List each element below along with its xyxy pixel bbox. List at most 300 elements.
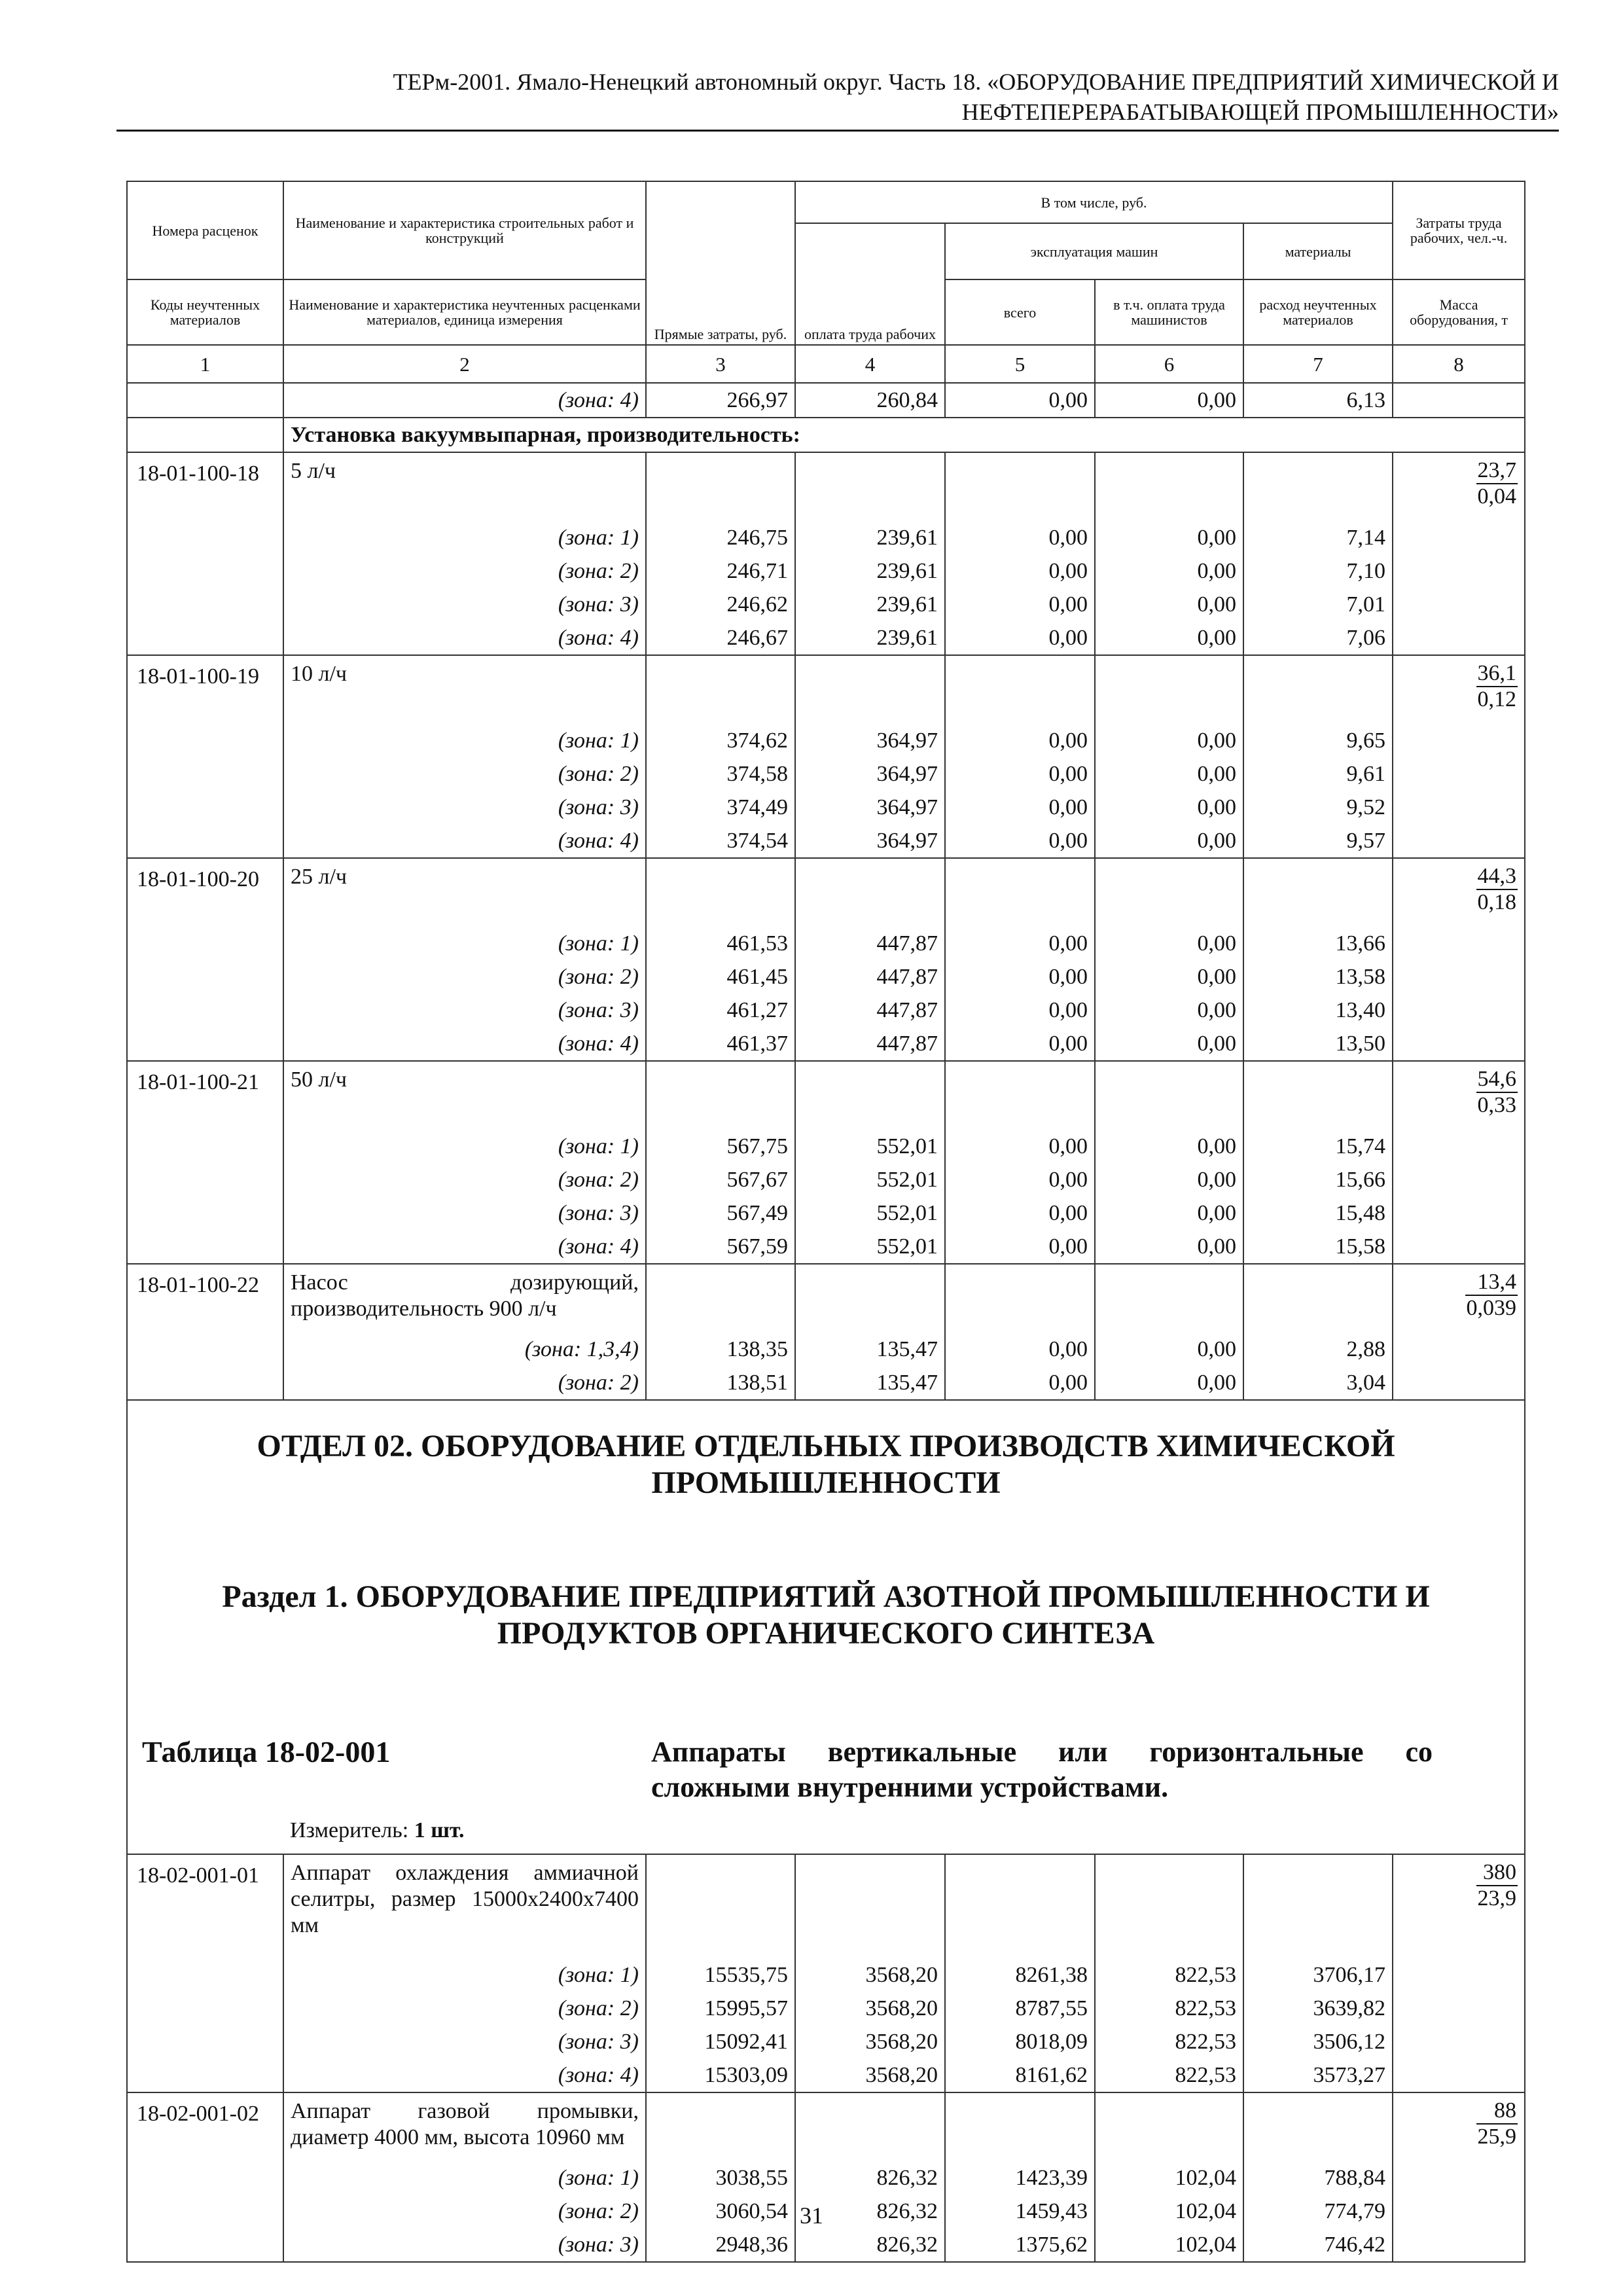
worker-pay-value: 447,87 (795, 927, 945, 960)
worker-pay-value: 239,61 (795, 521, 945, 554)
materials-value: 15,48 (1243, 1196, 1393, 1230)
zone-label: (зона: 4) (283, 2058, 646, 2092)
zone-row (127, 994, 1525, 1027)
machine-total-value: 0,00 (945, 1130, 1095, 1163)
worker-pay-value: 239,61 (795, 554, 945, 588)
direct-costs-value: 138,35 (646, 1333, 795, 1366)
labor-hours-value: 36,1 (1476, 661, 1518, 687)
direct-costs-value: 266,97 (646, 383, 795, 418)
running-header-line1: ТЕРм-2001. Ямало-Ненецкий автономный округ. Часть 18. «ОБОРУДОВАНИЕ ПРЕДПРИЯТИЙ ХИМИЧЕСКОЙ И (393, 69, 1559, 95)
code-cell (127, 383, 283, 418)
empty-cell (945, 1061, 1095, 1130)
worker-pay-value: 135,47 (795, 1366, 945, 1400)
zone-row (127, 1333, 1525, 1366)
machinist-pay-value: 102,04 (1095, 2195, 1243, 2228)
empty-cell (945, 858, 1095, 927)
zone-label: (зона: 3) (283, 2025, 646, 2058)
empty-cell (795, 452, 945, 521)
zone-row (127, 1366, 1525, 1400)
labor-mass-cell (1393, 383, 1525, 418)
labor-mass-fraction (1393, 452, 1525, 655)
th-equipment-mass: Масса оборудования, т (1393, 279, 1525, 345)
zone-row (127, 1196, 1525, 1230)
machinist-pay-value: 822,53 (1095, 2058, 1243, 2092)
worker-pay-value: 239,61 (795, 588, 945, 621)
zone-label: (зона: 1) (283, 927, 646, 960)
empty-cell (795, 1264, 945, 1333)
worker-pay-value: 364,97 (795, 824, 945, 858)
worker-pay-value: 552,01 (795, 1230, 945, 1264)
direct-costs-value: 567,49 (646, 1196, 795, 1230)
empty-cell (1243, 2092, 1393, 2161)
zone-label: (зона: 4) (283, 1027, 646, 1061)
machinist-pay-value: 0,00 (1095, 960, 1243, 994)
rate-name: Насос дозирующий, производительность 900 л/ч (283, 1264, 646, 1333)
direct-costs-value: 461,27 (646, 994, 795, 1027)
labor-mass-fraction (1393, 1061, 1525, 1264)
machinist-pay-value: 0,00 (1095, 621, 1243, 655)
table-number: Таблица 18-02-001 (142, 1735, 391, 1768)
materials-value: 3,04 (1243, 1366, 1393, 1400)
worker-pay-value: 3568,20 (795, 1992, 945, 2025)
materials-value: 7,14 (1243, 521, 1393, 554)
machine-total-value: 0,00 (945, 824, 1095, 858)
column-number: 7 (1243, 345, 1393, 383)
worker-pay-value: 552,01 (795, 1163, 945, 1196)
zone-label: (зона: 4) (283, 824, 646, 858)
zone-row (127, 1958, 1525, 1992)
materials-value: 15,74 (1243, 1130, 1393, 1163)
column-number: 4 (795, 345, 945, 383)
materials-value: 7,06 (1243, 621, 1393, 655)
rate-item-row (127, 1061, 1525, 1130)
machine-total-value: 0,00 (945, 1196, 1095, 1230)
rate-item-row (127, 2092, 1525, 2161)
direct-costs-value: 374,49 (646, 791, 795, 824)
labor-mass-fraction (1393, 1854, 1525, 2092)
materials-value: 3639,82 (1243, 1992, 1393, 2025)
zone-label: (зона: 4) (283, 621, 646, 655)
zone-row (127, 2228, 1525, 2262)
group-title: Установка вакуумвыпарная, производительность: (283, 418, 1525, 452)
th-materials: материалы (1243, 223, 1393, 279)
worker-pay-value: 3568,20 (795, 1958, 945, 1992)
zone-label: (зона: 3) (283, 2228, 646, 2262)
rate-item-row (127, 655, 1525, 724)
rate-code: 18-01-100-18 (127, 452, 283, 655)
empty-cell (1243, 1854, 1393, 1958)
table-caption-block (128, 1729, 1524, 1854)
worker-pay-value: 447,87 (795, 1027, 945, 1061)
worker-pay-value: 364,97 (795, 757, 945, 791)
empty-cell (1243, 452, 1393, 521)
empty-cell (795, 1854, 945, 1958)
zone-row (127, 927, 1525, 960)
empty-cell (1095, 858, 1243, 927)
rate-name: 5 л/ч (283, 452, 646, 521)
th-unaccounted-names: Наименование и характеристика неучтенных расценками материалов, единица измерения (283, 279, 646, 345)
machinist-pay-value: 0,00 (1095, 1333, 1243, 1366)
machine-total-value: 0,00 (945, 383, 1095, 418)
section-row (127, 1400, 1525, 1854)
materials-value: 9,65 (1243, 724, 1393, 757)
running-header-line2: НЕФТЕПЕРЕРАБАТЫВАЮЩЕЙ ПРОМЫШЛЕННОСТИ» (961, 99, 1559, 125)
machine-total-value: 0,00 (945, 994, 1095, 1027)
zone-row (127, 521, 1525, 554)
direct-costs-value: 246,67 (646, 621, 795, 655)
materials-value: 15,66 (1243, 1163, 1393, 1196)
empty-cell (1095, 452, 1243, 521)
empty-cell (795, 1061, 945, 1130)
zone-row (127, 1163, 1525, 1196)
zone-row (127, 1992, 1525, 2025)
zone-label: (зона: 3) (283, 588, 646, 621)
machinist-pay-value: 822,53 (1095, 1992, 1243, 2025)
empty-cell (1243, 1264, 1393, 1333)
column-number: 3 (646, 345, 795, 383)
equipment-mass-value: 0,039 (1466, 1296, 1517, 1320)
group-title-row (127, 418, 1525, 452)
zone-row (127, 1027, 1525, 1061)
empty-cell (646, 1264, 795, 1333)
materials-value: 7,01 (1243, 588, 1393, 621)
unit-label: Измеритель: (290, 1818, 409, 1842)
machine-total-value: 0,00 (945, 724, 1095, 757)
code-cell (127, 418, 283, 452)
labor-over-mass (1476, 864, 1518, 915)
th-total: всего (945, 279, 1095, 345)
worker-pay-value: 552,01 (795, 1196, 945, 1230)
empty-cell (945, 655, 1095, 724)
zone-row (127, 554, 1525, 588)
labor-over-mass (1465, 1270, 1518, 1321)
zone-row (127, 2025, 1525, 2058)
machine-total-value: 8018,09 (945, 2025, 1095, 2058)
th-unaccounted-codes: Коды неучтенных материалов (127, 279, 283, 345)
zone-row (127, 2058, 1525, 2092)
zone-label: (зона: 3) (283, 994, 646, 1027)
machinist-pay-value: 0,00 (1095, 521, 1243, 554)
th-worker-pay: оплата труда рабочих (795, 223, 945, 345)
worker-pay-value: 3568,20 (795, 2025, 945, 2058)
column-number: 8 (1393, 345, 1525, 383)
direct-costs-value: 461,45 (646, 960, 795, 994)
column-number: 5 (945, 345, 1095, 383)
empty-cell (795, 655, 945, 724)
zone-row (127, 2161, 1525, 2195)
header-rule (116, 130, 1559, 132)
th-labor-costs: Затраты труда рабочих, чел.-ч. (1393, 181, 1525, 279)
zone-label: (зона: 2) (283, 757, 646, 791)
direct-costs-value: 567,59 (646, 1230, 795, 1264)
materials-value: 746,42 (1243, 2228, 1393, 2262)
machine-total-value: 8787,55 (945, 1992, 1095, 2025)
zone-label: (зона: 4) (283, 383, 646, 418)
zone-row (127, 588, 1525, 621)
machinist-pay-value: 822,53 (1095, 1958, 1243, 1992)
equipment-mass-value: 0,04 (1477, 484, 1517, 509)
materials-value: 7,10 (1243, 554, 1393, 588)
rate-item-row (127, 1264, 1525, 1333)
labor-over-mass (1476, 2098, 1518, 2149)
machine-total-value: 0,00 (945, 1163, 1095, 1196)
zone-row (127, 1130, 1525, 1163)
empty-cell (1095, 1264, 1243, 1333)
materials-value: 6,13 (1243, 383, 1393, 418)
direct-costs-value: 15995,57 (646, 1992, 795, 2025)
empty-cell (1243, 1061, 1393, 1130)
direct-costs-value: 246,62 (646, 588, 795, 621)
carry-over-row (127, 383, 1525, 418)
direct-costs-value: 15303,09 (646, 2058, 795, 2092)
labor-mass-fraction (1393, 655, 1525, 858)
zone-label: (зона: 1) (283, 1958, 646, 1992)
worker-pay-value: 826,32 (795, 2228, 945, 2262)
zone-label: (зона: 2) (283, 2195, 646, 2228)
machine-total-value: 0,00 (945, 757, 1095, 791)
machine-total-value: 0,00 (945, 927, 1095, 960)
equipment-mass-value: 25,9 (1477, 2125, 1517, 2149)
materials-value: 13,58 (1243, 960, 1393, 994)
materials-value: 3706,17 (1243, 1958, 1393, 1992)
direct-costs-value: 246,75 (646, 521, 795, 554)
zone-label: (зона: 2) (283, 554, 646, 588)
machine-total-value: 0,00 (945, 588, 1095, 621)
machine-total-value: 0,00 (945, 1366, 1095, 1400)
zone-label: (зона: 2) (283, 1163, 646, 1196)
direct-costs-value: 2948,36 (646, 2228, 795, 2262)
worker-pay-value: 260,84 (795, 383, 945, 418)
materials-value: 774,79 (1243, 2195, 1393, 2228)
empty-cell (1095, 2092, 1243, 2161)
labor-hours-value: 88 (1476, 2098, 1518, 2125)
materials-value: 788,84 (1243, 2161, 1393, 2195)
machine-total-value: 0,00 (945, 621, 1095, 655)
machinist-pay-value: 0,00 (1095, 824, 1243, 858)
labor-over-mass (1476, 1860, 1518, 1911)
rate-item-row (127, 858, 1525, 927)
unit-value: 1 шт. (414, 1818, 465, 1842)
worker-pay-value: 364,97 (795, 724, 945, 757)
materials-value: 13,50 (1243, 1027, 1393, 1061)
machine-total-value: 0,00 (945, 791, 1095, 824)
zone-label: (зона: 4) (283, 1230, 646, 1264)
th-name-characteristics: Наименование и характеристика строительных работ и конструкций (283, 181, 646, 279)
zone-label: (зона: 1) (283, 1130, 646, 1163)
machinist-pay-value: 102,04 (1095, 2228, 1243, 2262)
th-machine-operation: эксплуатация машин (945, 223, 1243, 279)
equipment-mass-value: 0,12 (1477, 687, 1517, 711)
zone-row (127, 724, 1525, 757)
materials-value: 3573,27 (1243, 2058, 1393, 2092)
empty-cell (646, 2092, 795, 2161)
rate-code: 18-01-100-19 (127, 655, 283, 858)
worker-pay-value: 826,32 (795, 2195, 945, 2228)
machine-total-value: 1375,62 (945, 2228, 1095, 2262)
worker-pay-value: 135,47 (795, 1333, 945, 1366)
zone-label: (зона: 1) (283, 724, 646, 757)
worker-pay-value: 447,87 (795, 960, 945, 994)
empty-cell (1243, 655, 1393, 724)
zone-label: (зона: 3) (283, 791, 646, 824)
labor-hours-value: 54,6 (1476, 1067, 1518, 1093)
empty-cell (795, 858, 945, 927)
department-title: ОТДЕЛ 02. ОБОРУДОВАНИЕ ОТДЕЛЬНЫХ ПРОИЗВОДСТВ ХИМИЧЕСКОЙ ПРОМЫШЛЕННОСТИ (257, 1429, 1395, 1500)
direct-costs-value: 246,71 (646, 554, 795, 588)
direct-costs-value: 138,51 (646, 1366, 795, 1400)
section-cell (127, 1400, 1525, 1854)
machine-total-value: 0,00 (945, 554, 1095, 588)
rates-table (126, 181, 1525, 2263)
worker-pay-value: 239,61 (795, 621, 945, 655)
equipment-mass-value: 0,33 (1477, 1093, 1517, 1117)
machine-total-value: 0,00 (945, 1230, 1095, 1264)
machinist-pay-value: 0,00 (1095, 1163, 1243, 1196)
running-header (116, 67, 1559, 127)
rate-name: 25 л/ч (283, 858, 646, 927)
machinist-pay-value: 0,00 (1095, 1366, 1243, 1400)
rate-code: 18-02-001-01 (127, 1854, 283, 2092)
empty-cell (945, 1854, 1095, 1958)
empty-cell (646, 655, 795, 724)
column-numbers-row (127, 345, 1525, 383)
machinist-pay-value: 0,00 (1095, 383, 1243, 418)
machinist-pay-value: 0,00 (1095, 994, 1243, 1027)
empty-cell (1095, 1061, 1243, 1130)
empty-cell (646, 858, 795, 927)
labor-hours-value: 44,3 (1476, 864, 1518, 890)
zone-label: (зона: 2) (283, 960, 646, 994)
zone-row (127, 757, 1525, 791)
th-rate-numbers: Номера расценок (127, 181, 283, 279)
th-direct-costs: Прямые затраты, руб. (646, 181, 795, 345)
th-incl-machinist-pay: в т.ч. оплата труда машинистов (1095, 279, 1243, 345)
machine-total-value: 0,00 (945, 521, 1095, 554)
empty-cell (646, 1061, 795, 1130)
labor-over-mass (1476, 458, 1518, 509)
equipment-mass-value: 23,9 (1477, 1886, 1517, 1910)
zone-row (127, 824, 1525, 858)
empty-cell (945, 1264, 1095, 1333)
zone-label: (зона: 2) (283, 1366, 646, 1400)
machine-total-value: 1459,43 (945, 2195, 1095, 2228)
rate-item-row (127, 452, 1525, 521)
labor-mass-fraction (1393, 1264, 1525, 1400)
worker-pay-value: 447,87 (795, 994, 945, 1027)
machinist-pay-value: 0,00 (1095, 724, 1243, 757)
page-number: 31 (800, 2202, 823, 2229)
labor-over-mass (1476, 1067, 1518, 1118)
machinist-pay-value: 0,00 (1095, 554, 1243, 588)
zone-row (127, 791, 1525, 824)
materials-value: 15,58 (1243, 1230, 1393, 1264)
rate-code: 18-01-100-22 (127, 1264, 283, 1400)
zone-label: (зона: 1) (283, 521, 646, 554)
empty-cell (1095, 655, 1243, 724)
machine-total-value: 0,00 (945, 960, 1095, 994)
labor-hours-value: 23,7 (1476, 458, 1518, 484)
th-unaccounted-consumption: расход неучтенных материалов (1243, 279, 1393, 345)
machine-total-value: 0,00 (945, 1027, 1095, 1061)
machine-total-value: 8261,38 (945, 1958, 1095, 1992)
machinist-pay-value: 0,00 (1095, 791, 1243, 824)
zone-row (127, 1230, 1525, 1264)
direct-costs-value: 374,62 (646, 724, 795, 757)
column-number: 2 (283, 345, 646, 383)
direct-costs-value: 374,54 (646, 824, 795, 858)
machine-total-value: 0,00 (945, 1333, 1095, 1366)
rate-name: 10 л/ч (283, 655, 646, 724)
empty-cell (646, 1854, 795, 1958)
machinist-pay-value: 0,00 (1095, 588, 1243, 621)
direct-costs-value: 567,67 (646, 1163, 795, 1196)
materials-value: 9,61 (1243, 757, 1393, 791)
labor-hours-value: 13,4 (1465, 1270, 1518, 1296)
worker-pay-value: 3568,20 (795, 2058, 945, 2092)
empty-cell (945, 2092, 1095, 2161)
labor-mass-fraction (1393, 2092, 1525, 2262)
labor-mass-fraction (1393, 858, 1525, 1061)
th-in-total: В том числе, руб. (795, 181, 1393, 223)
direct-costs-value: 461,53 (646, 927, 795, 960)
materials-value: 3506,12 (1243, 2025, 1393, 2058)
machinist-pay-value: 822,53 (1095, 2025, 1243, 2058)
rate-item-row (127, 1854, 1525, 1958)
machine-total-value: 1423,39 (945, 2161, 1095, 2195)
materials-value: 9,57 (1243, 824, 1393, 858)
empty-cell (1243, 858, 1393, 927)
zone-label: (зона: 1,3,4) (283, 1333, 646, 1366)
direct-costs-value: 461,37 (646, 1027, 795, 1061)
column-number: 1 (127, 345, 283, 383)
labor-over-mass (1476, 661, 1518, 712)
materials-value: 13,66 (1243, 927, 1393, 960)
zone-label: (зона: 2) (283, 1992, 646, 2025)
machinist-pay-value: 0,00 (1095, 1196, 1243, 1230)
rate-name: Аппарат охлаждения аммиачной селитры, размер 15000x2400x7400 мм (283, 1854, 646, 1958)
zone-row (127, 621, 1525, 655)
empty-cell (646, 452, 795, 521)
materials-value: 2,88 (1243, 1333, 1393, 1366)
direct-costs-value: 15092,41 (646, 2025, 795, 2058)
materials-value: 9,52 (1243, 791, 1393, 824)
worker-pay-value: 552,01 (795, 1130, 945, 1163)
machinist-pay-value: 102,04 (1095, 2161, 1243, 2195)
worker-pay-value: 364,97 (795, 791, 945, 824)
rate-code: 18-02-001-02 (127, 2092, 283, 2262)
unit-of-measure (290, 1818, 465, 1843)
empty-cell (945, 452, 1095, 521)
rate-name: 50 л/ч (283, 1061, 646, 1130)
machinist-pay-value: 0,00 (1095, 757, 1243, 791)
machinist-pay-value: 0,00 (1095, 1230, 1243, 1264)
machinist-pay-value: 0,00 (1095, 927, 1243, 960)
machinist-pay-value: 0,00 (1095, 1027, 1243, 1061)
direct-costs-value: 3060,54 (646, 2195, 795, 2228)
materials-value: 13,40 (1243, 994, 1393, 1027)
direct-costs-value: 15535,75 (646, 1958, 795, 1992)
direct-costs-value: 567,75 (646, 1130, 795, 1163)
column-number: 6 (1095, 345, 1243, 383)
rate-code: 18-01-100-20 (127, 858, 283, 1061)
zone-label: (зона: 3) (283, 1196, 646, 1230)
zone-label: (зона: 1) (283, 2161, 646, 2195)
rate-name: Аппарат газовой промывки, диаметр 4000 мм, высота 10960 мм (283, 2092, 646, 2161)
empty-cell (1095, 1854, 1243, 1958)
direct-costs-value: 3038,55 (646, 2161, 795, 2195)
zone-row (127, 960, 1525, 994)
equipment-mass-value: 0,18 (1477, 890, 1517, 914)
